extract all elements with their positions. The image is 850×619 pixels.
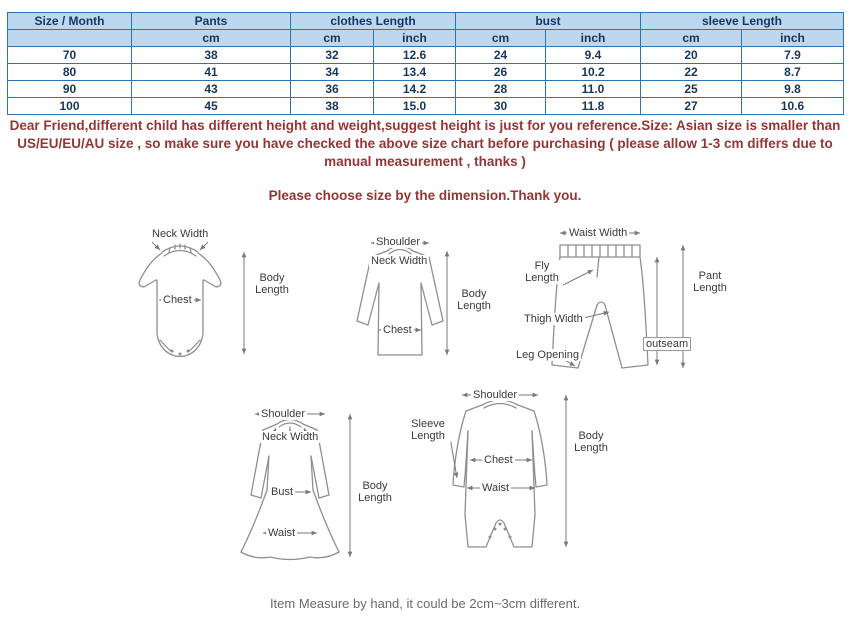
romper-diagram — [420, 385, 585, 565]
table-row — [8, 81, 844, 98]
table-cell: 9.4 — [546, 47, 641, 64]
shirt-neck-width-label: Neck Width — [371, 255, 428, 267]
table-cell: 9.8 — [742, 81, 844, 98]
unit-cell: cm — [291, 30, 374, 47]
table-cell: 32 — [291, 47, 374, 64]
shirt-body-length-label: Body Length — [451, 288, 497, 312]
table-cell: 11.8 — [546, 98, 641, 115]
table-row — [8, 98, 844, 115]
dress-shoulder-label: Shoulder — [261, 408, 306, 420]
table-cell: 80 — [8, 64, 132, 81]
table-group-header-row — [8, 13, 844, 30]
table-cell: 25 — [641, 81, 742, 98]
romper-sleeve-length-label: Sleeve Length — [405, 418, 451, 442]
shirt-shoulder-label: Shoulder — [376, 236, 421, 248]
pants-pant-length-label: Pant Length — [687, 270, 733, 294]
pants-thigh-width-label: Thigh Width — [524, 313, 583, 325]
col-header-clothes-length: clothes Length — [291, 13, 456, 30]
dress-body-length-label: Body Length — [352, 480, 398, 504]
table-cell: 22 — [641, 64, 742, 81]
unit-cell: inch — [546, 30, 641, 47]
table-cell: 38 — [132, 47, 291, 64]
table-cell: 12.6 — [374, 47, 456, 64]
romper-shoulder-label: Shoulder — [473, 389, 518, 401]
pants-waist-width-label: Waist Width — [569, 227, 628, 239]
unit-cell: cm — [641, 30, 742, 47]
table-cell: 27 — [641, 98, 742, 115]
unit-cell: cm — [132, 30, 291, 47]
pants-leg-opening-label: Leg Opening — [516, 349, 579, 361]
pants-outseam-label: outseam — [643, 337, 691, 351]
romper-body-length-label: Body Length — [568, 430, 614, 454]
size-table — [7, 12, 844, 115]
col-header-pants: Pants — [132, 13, 291, 30]
romper-waist-label: Waist — [482, 482, 510, 494]
table-cell: 28 — [456, 81, 546, 98]
col-header-size-month: Size / Month — [8, 13, 132, 30]
table-cell: 10.6 — [742, 98, 844, 115]
romper-chest-label: Chest — [484, 454, 513, 466]
col-header-sleeve-length: sleeve Length — [641, 13, 844, 30]
unit-cell — [8, 30, 132, 47]
table-cell: 24 — [456, 47, 546, 64]
table-row — [8, 47, 844, 64]
dress-bust-label: Bust — [271, 486, 294, 498]
bodysuit-neck-width-label: Neck Width — [152, 228, 209, 240]
table-cell: 34 — [291, 64, 374, 81]
dress-neck-width-label: Neck Width — [262, 431, 319, 443]
table-cell: 26 — [456, 64, 546, 81]
table-cell: 13.4 — [374, 64, 456, 81]
table-cell: 41 — [132, 64, 291, 81]
disclaimer-text: Dear Friend,different child has different height and weight,suggest height is just for you reference.Size: Asian size is smaller than US/EU/EU/AU size , so make sure you have checked the above size chart before purchasing ( please allow 1-3 cm differs due to manual measurement , thanks ) — [9, 118, 841, 169]
table-cell: 38 — [291, 98, 374, 115]
shirt-chest-label: Chest — [383, 324, 412, 336]
dress-waist-label: Waist — [268, 527, 296, 539]
dress-diagram — [215, 400, 365, 565]
table-unit-row — [8, 30, 844, 47]
unit-cell: cm — [456, 30, 546, 47]
pants-fly-length-label: Fly Length — [519, 260, 565, 284]
bodysuit-chest-label: Chest — [163, 294, 192, 306]
table-cell: 100 — [8, 98, 132, 115]
unit-cell: inch — [374, 30, 456, 47]
table-cell: 43 — [132, 81, 291, 98]
table-cell: 70 — [8, 47, 132, 64]
bodysuit-body-length-label: Body Length — [249, 272, 295, 296]
table-row — [8, 64, 844, 81]
table-cell: 30 — [456, 98, 546, 115]
table-cell: 7.9 — [742, 47, 844, 64]
measurement-diagrams — [0, 210, 850, 592]
choose-size-note: Please choose size by the dimension.Thank you. — [268, 188, 582, 203]
measure-note: Item Measure by hand, it could be 2cm~3cm different. — [269, 596, 581, 611]
table-cell: 8.7 — [742, 64, 844, 81]
table-cell: 11.0 — [546, 81, 641, 98]
table-cell: 14.2 — [374, 81, 456, 98]
table-cell: 36 — [291, 81, 374, 98]
table-cell: 20 — [641, 47, 742, 64]
col-header-bust: bust — [456, 13, 641, 30]
table-cell: 15.0 — [374, 98, 456, 115]
unit-cell: inch — [742, 30, 844, 47]
table-cell: 90 — [8, 81, 132, 98]
table-cell: 45 — [132, 98, 291, 115]
table-cell: 10.2 — [546, 64, 641, 81]
